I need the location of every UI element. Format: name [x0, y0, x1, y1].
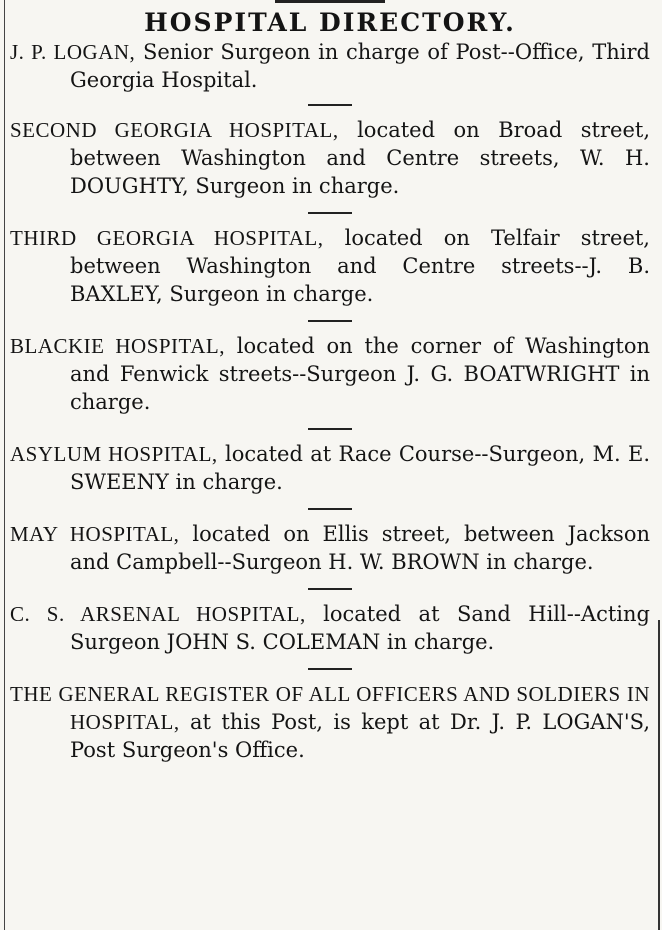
directory-entry-arsenal — [10, 600, 650, 656]
separator-rule — [308, 508, 352, 510]
page-title: HOSPITAL DIRECTORY. — [144, 8, 516, 37]
entry-lead: THE GENERAL REGISTER OF ALL OFFICERS AND SOLDIERS IN HOSPITAL, — [10, 682, 650, 734]
entry-text: Senior Surgeon in charge of Post--Office, Third Georgia Hospital. — [70, 40, 650, 92]
top-rule — [275, 0, 385, 3]
entry-lead: J. P. LOGAN, — [10, 40, 136, 64]
entry-text: located at Race Course--Surgeon, M. E. SWEENY in charge. — [70, 442, 651, 494]
entry-lead: MAY HOSPITAL, — [10, 522, 180, 546]
separator-rule — [308, 588, 352, 590]
column-rule-right — [658, 620, 660, 930]
directory-entry-third-georgia — [10, 224, 650, 308]
separator-rule — [308, 428, 352, 430]
entry-lead: THIRD GEORGIA HOSPITAL, — [10, 226, 324, 250]
column-rule-left — [4, 0, 5, 930]
separator-rule — [308, 212, 352, 214]
entry-lead: C. S. ARSENAL HOSPITAL, — [10, 602, 306, 626]
entry-text: located on Broad street, between Washington and Centre streets, W. H. DOUGHTY, Surgeon in charge. — [70, 118, 651, 198]
entry-lead: SECOND GEORGIA HOSPITAL, — [10, 118, 339, 142]
separator-rule — [308, 668, 352, 670]
entry-text: located on Telfair street, between Washington and Centre streets--J. B. BAXLEY, Surgeon in charge. — [70, 226, 650, 306]
separator-rule — [308, 320, 352, 322]
entry-text: located at Sand Hill--Acting Surgeon JOHN S. COLEMAN in charge. — [70, 602, 650, 654]
directory-entry-general-register — [10, 680, 650, 764]
entry-lead: BLACKIE HOSPITAL, — [10, 334, 225, 358]
directory-entry-may — [10, 520, 650, 576]
entry-text: located on the corner of Washington and Fenwick streets--Surgeon J. G. BOATWRIGHT in charge. — [70, 334, 650, 414]
separator-rule — [308, 104, 352, 106]
entry-text: located on Ellis street, between Jackson and Campbell--Surgeon H. W. BROWN in charge. — [70, 522, 650, 574]
directory-entry-blackie — [10, 332, 650, 416]
hospital-directory-column — [10, 8, 650, 764]
directory-entry-logan — [10, 38, 650, 94]
directory-entry-second-georgia — [10, 116, 650, 200]
entry-lead: ASYLUM HOSPITAL, — [10, 442, 218, 466]
entry-text: at this Post, is kept at Dr. J. P. LOGAN'S, Post Surgeon's Office. — [70, 710, 650, 762]
directory-entry-asylum — [10, 440, 650, 496]
